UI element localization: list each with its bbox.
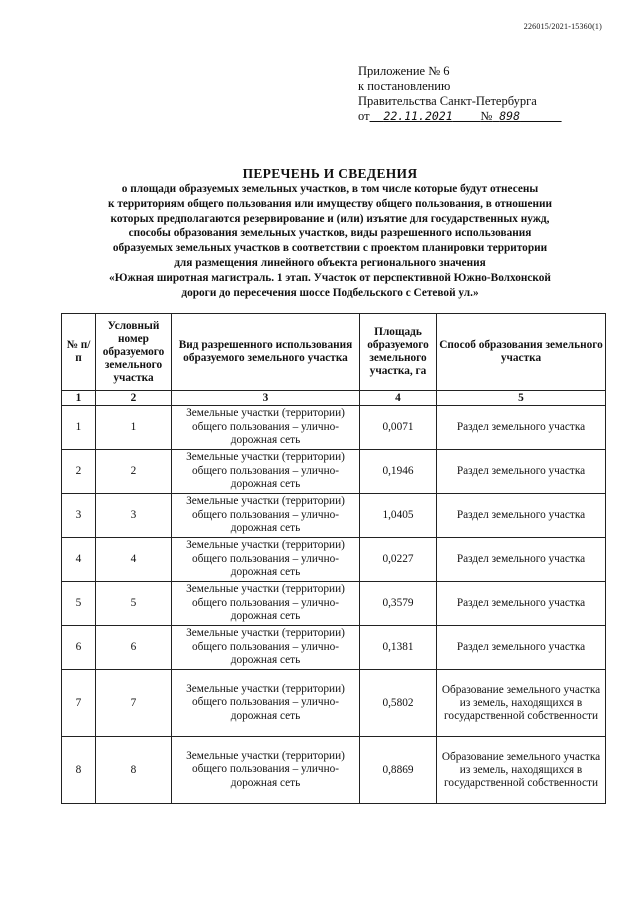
land-plots-table <box>61 313 606 804</box>
cell-method: Раздел земельного участка <box>437 494 606 538</box>
cell-method: Раздел земельного участка <box>437 626 606 670</box>
cell-plot-id: 3 <box>96 494 172 538</box>
table-row <box>62 670 606 737</box>
table-row <box>62 450 606 494</box>
cell-method: Раздел земельного участка <box>437 582 606 626</box>
cell-plot-id: 2 <box>96 450 172 494</box>
cell-number: 7 <box>62 670 96 737</box>
appendix-date-line <box>358 109 562 124</box>
cell-number: 6 <box>62 626 96 670</box>
cell-area: 0,0071 <box>360 406 437 450</box>
subtitle-line: которых предполагаются резервирование и (или) изъятие для государственных нужд, <box>110 212 550 225</box>
decree-number: 898 <box>499 109 521 123</box>
cell-number: 5 <box>62 582 96 626</box>
cell-number: 4 <box>62 538 96 582</box>
cell-plot-id: 7 <box>96 670 172 737</box>
decree-date: 22.11.2021 № 898 <box>383 109 521 123</box>
appendix-block <box>358 64 562 124</box>
table-row <box>62 494 606 538</box>
cell-plot-id: 4 <box>96 538 172 582</box>
table-row <box>62 538 606 582</box>
header-plot-id: Условный номер образуемого земельного участка <box>96 314 172 391</box>
header-number: № п/п <box>62 314 96 391</box>
cell-number: 2 <box>62 450 96 494</box>
cell-method: Образование земельного участка из земель, находящихся в государственной собственности <box>437 737 606 804</box>
cell-method: Раздел земельного участка <box>437 406 606 450</box>
cell-number: 3 <box>62 494 96 538</box>
cell-permitted-use: Земельные участки (территории) общего пользования – улично-дорожная сеть <box>172 737 360 804</box>
cell-plot-id: 1 <box>96 406 172 450</box>
document-heading <box>60 166 600 300</box>
appendix-line-2: к постановлению <box>358 79 451 93</box>
cell-permitted-use: Земельные участки (территории) общего пользования – улично-дорожная сеть <box>172 450 360 494</box>
cell-permitted-use: Земельные участки (территории) общего пользования – улично-дорожная сеть <box>172 582 360 626</box>
column-number: 2 <box>96 391 172 406</box>
header-method: Способ образования земельного участка <box>437 314 606 391</box>
number-label: № <box>480 109 493 123</box>
column-number: 5 <box>437 391 606 406</box>
appendix-line-3: Правительства Санкт-Петербурга <box>358 94 537 108</box>
document-id: 226015/2021-15360(1) <box>523 22 602 31</box>
column-number: 3 <box>172 391 360 406</box>
appendix-line-1: Приложение № 6 <box>358 64 450 78</box>
cell-number: 8 <box>62 737 96 804</box>
cell-plot-id: 5 <box>96 582 172 626</box>
cell-area: 0,5802 <box>360 670 437 737</box>
subtitle-line: способы образования земельных участков, виды разрешенного использования <box>128 227 532 240</box>
cell-area: 0,1946 <box>360 450 437 494</box>
table-row <box>62 406 606 450</box>
table-row <box>62 626 606 670</box>
subtitle-line: к территориям общего пользования или имуществу общего пользования, в отношении <box>107 197 552 210</box>
cell-area: 1,0405 <box>360 494 437 538</box>
cell-plot-id: 8 <box>96 737 172 804</box>
cell-permitted-use: Земельные участки (территории) общего пользования – улично-дорожная сеть <box>172 626 360 670</box>
subtitle-line: дороги до пересечения шоссе Подбельского с Сетевой ул.» <box>181 286 479 299</box>
cell-method: Раздел земельного участка <box>437 538 606 582</box>
cell-permitted-use: Земельные участки (территории) общего пользования – улично-дорожная сеть <box>172 538 360 582</box>
header-area: Площадь образуемого земельного участка, га <box>360 314 437 391</box>
table-header-row <box>62 314 606 391</box>
cell-number: 1 <box>62 406 96 450</box>
subtitle-line: о площади образуемых земельных участков, в том числе которые будут отнесены <box>121 183 539 195</box>
subtitle-line: образуемых земельных участков в соответствии с проектом планировки территории <box>112 242 548 255</box>
cell-plot-id: 6 <box>96 626 172 670</box>
cell-area: 0,3579 <box>360 582 437 626</box>
column-number: 1 <box>62 391 96 406</box>
subtitle-line: «Южная широтная магистраль. 1 этап. Участок от перспективной Южно-Волхонской <box>109 271 551 284</box>
cell-permitted-use: Земельные участки (территории) общего пользования – улично-дорожная сеть <box>172 406 360 450</box>
cell-area: 0,0227 <box>360 538 437 582</box>
cell-permitted-use: Земельные участки (территории) общего пользования – улично-дорожная сеть <box>172 494 360 538</box>
table-row <box>62 582 606 626</box>
subtitle-line: для размещения линейного объекта регионального значения <box>174 256 486 269</box>
column-numbers-row <box>62 391 606 406</box>
cell-area: 0,8869 <box>360 737 437 804</box>
column-number: 4 <box>360 391 437 406</box>
document-title: ПЕРЕЧЕНЬ И СВЕДЕНИЯ <box>242 166 418 181</box>
cell-method: Раздел земельного участка <box>437 450 606 494</box>
table-row <box>62 737 606 804</box>
header-permitted-use: Вид разрешенного использования образуемого земельного участка <box>172 314 360 391</box>
cell-permitted-use: Земельные участки (территории) общего пользования – улично-дорожная сеть <box>172 670 360 737</box>
from-label: от <box>358 109 370 123</box>
cell-method: Образование земельного участка из земель, находящихся в государственной собственности <box>437 670 606 737</box>
cell-area: 0,1381 <box>360 626 437 670</box>
